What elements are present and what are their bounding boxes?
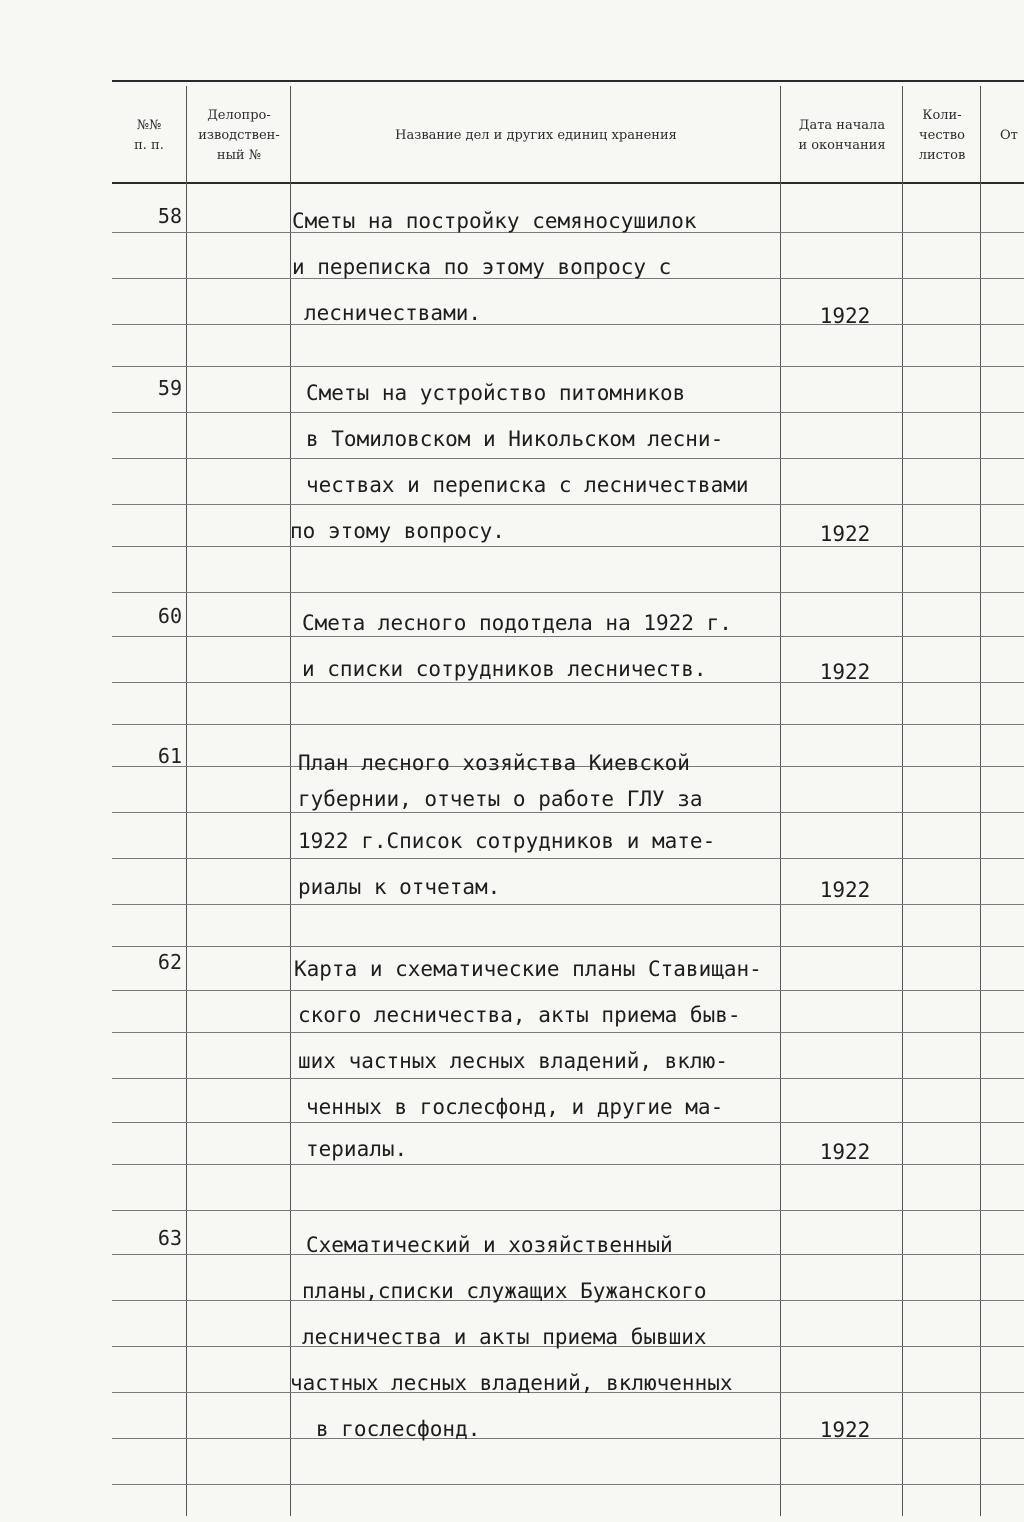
ruled-line — [112, 412, 1024, 413]
column-rule — [186, 86, 187, 1516]
entry-title-line: Смета лесного подотдела на 1922 г. — [302, 611, 732, 635]
entry-title-line: губернии, отчеты о работе ГЛУ за — [298, 787, 703, 811]
ruled-line — [112, 458, 1024, 459]
entry-date: 1922 — [819, 660, 871, 684]
entry-title-line: ших частных лесных владений, вклю- — [298, 1049, 728, 1073]
entry-title-line: лесничествами. — [304, 301, 482, 325]
entry-number: 59 — [157, 376, 182, 400]
entry-title-line: ченных в гослесфонд, и другие ма- — [306, 1095, 724, 1119]
header-bottom-rule — [112, 182, 1024, 184]
ruled-line — [112, 990, 1024, 991]
entry-date: 1922 — [819, 522, 871, 546]
column-rule — [902, 86, 903, 1516]
header-number: №№ п. п. — [134, 118, 164, 153]
entry-title-line: по этому вопросу. — [290, 519, 505, 543]
entry-date: 1922 — [819, 1140, 871, 1164]
ruled-line — [112, 366, 1024, 367]
column-rule — [290, 86, 291, 1516]
entry-number: 58 — [157, 204, 182, 228]
entry-title-line: в гослесфонд. — [316, 1417, 481, 1441]
ruled-line — [112, 946, 1024, 947]
entry-title-line: Сметы на устройство питомников — [306, 381, 686, 405]
entry-date: 1922 — [819, 304, 871, 328]
entry-title-line: План лесного хозяйства Киевской — [298, 751, 690, 775]
ruled-line — [112, 636, 1024, 637]
entry-title-line: териалы. — [306, 1137, 408, 1161]
header-office-number: Делопро- изводствен- ный № — [198, 108, 280, 163]
header-notes: От — [1000, 128, 1018, 143]
ruled-line — [112, 1164, 1024, 1165]
entry-date: 1922 — [819, 1418, 871, 1442]
ruled-line — [112, 1210, 1024, 1211]
ruled-line — [112, 504, 1024, 505]
entry-date: 1922 — [819, 878, 871, 902]
entry-title-line: и списки сотрудников лесничеств. — [302, 657, 707, 681]
ruled-line — [112, 858, 1024, 859]
entry-number: 61 — [157, 744, 182, 768]
entry-number: 62 — [157, 950, 182, 974]
ruled-line — [112, 592, 1024, 593]
entry-title-line: 1922 г.Список сотрудников и мате- — [298, 829, 716, 853]
ruled-line — [112, 1032, 1024, 1033]
header-title: Название дел и других единиц хранения — [395, 128, 677, 143]
column-rule — [980, 86, 981, 1516]
entry-title-line: риалы к отчетам. — [298, 875, 501, 899]
entry-title-line: лесничества и акты приема бывших — [302, 1325, 707, 1349]
entry-title-line: чествах и переписка с лесничествами — [306, 473, 749, 497]
entry-title-line: Карта и схематические планы Ставищан- — [294, 957, 762, 981]
ruled-line — [112, 812, 1024, 813]
ruled-line — [112, 1484, 1024, 1485]
entry-title-line: Сметы на постройку семяносушилок — [292, 209, 697, 233]
ruled-line — [112, 1078, 1024, 1079]
entry-title-line: в Томиловском и Никольском лесни- — [306, 427, 724, 451]
header-dates: Дата начала и окончания — [798, 118, 886, 153]
entry-title-line: и переписка по этому вопросу с — [292, 255, 672, 279]
ruled-line — [112, 724, 1024, 725]
entry-title-line: частных лесных владений, включенных — [290, 1371, 733, 1395]
table-top-rule — [112, 80, 1024, 82]
entry-title-line: Схематический и хозяйственный — [306, 1233, 673, 1257]
ruled-line — [112, 1122, 1024, 1123]
ruled-line — [112, 546, 1024, 547]
header-sheet-count: Коли- чество листов — [918, 108, 966, 163]
entry-number: 63 — [157, 1226, 182, 1250]
entry-number: 60 — [157, 604, 182, 628]
column-rule — [780, 86, 781, 1516]
entry-title-line: планы,списки служащих Бужанского — [302, 1279, 707, 1303]
ruled-line — [112, 904, 1024, 905]
entry-title-line: ского лесничества, акты приема быв- — [298, 1003, 741, 1027]
